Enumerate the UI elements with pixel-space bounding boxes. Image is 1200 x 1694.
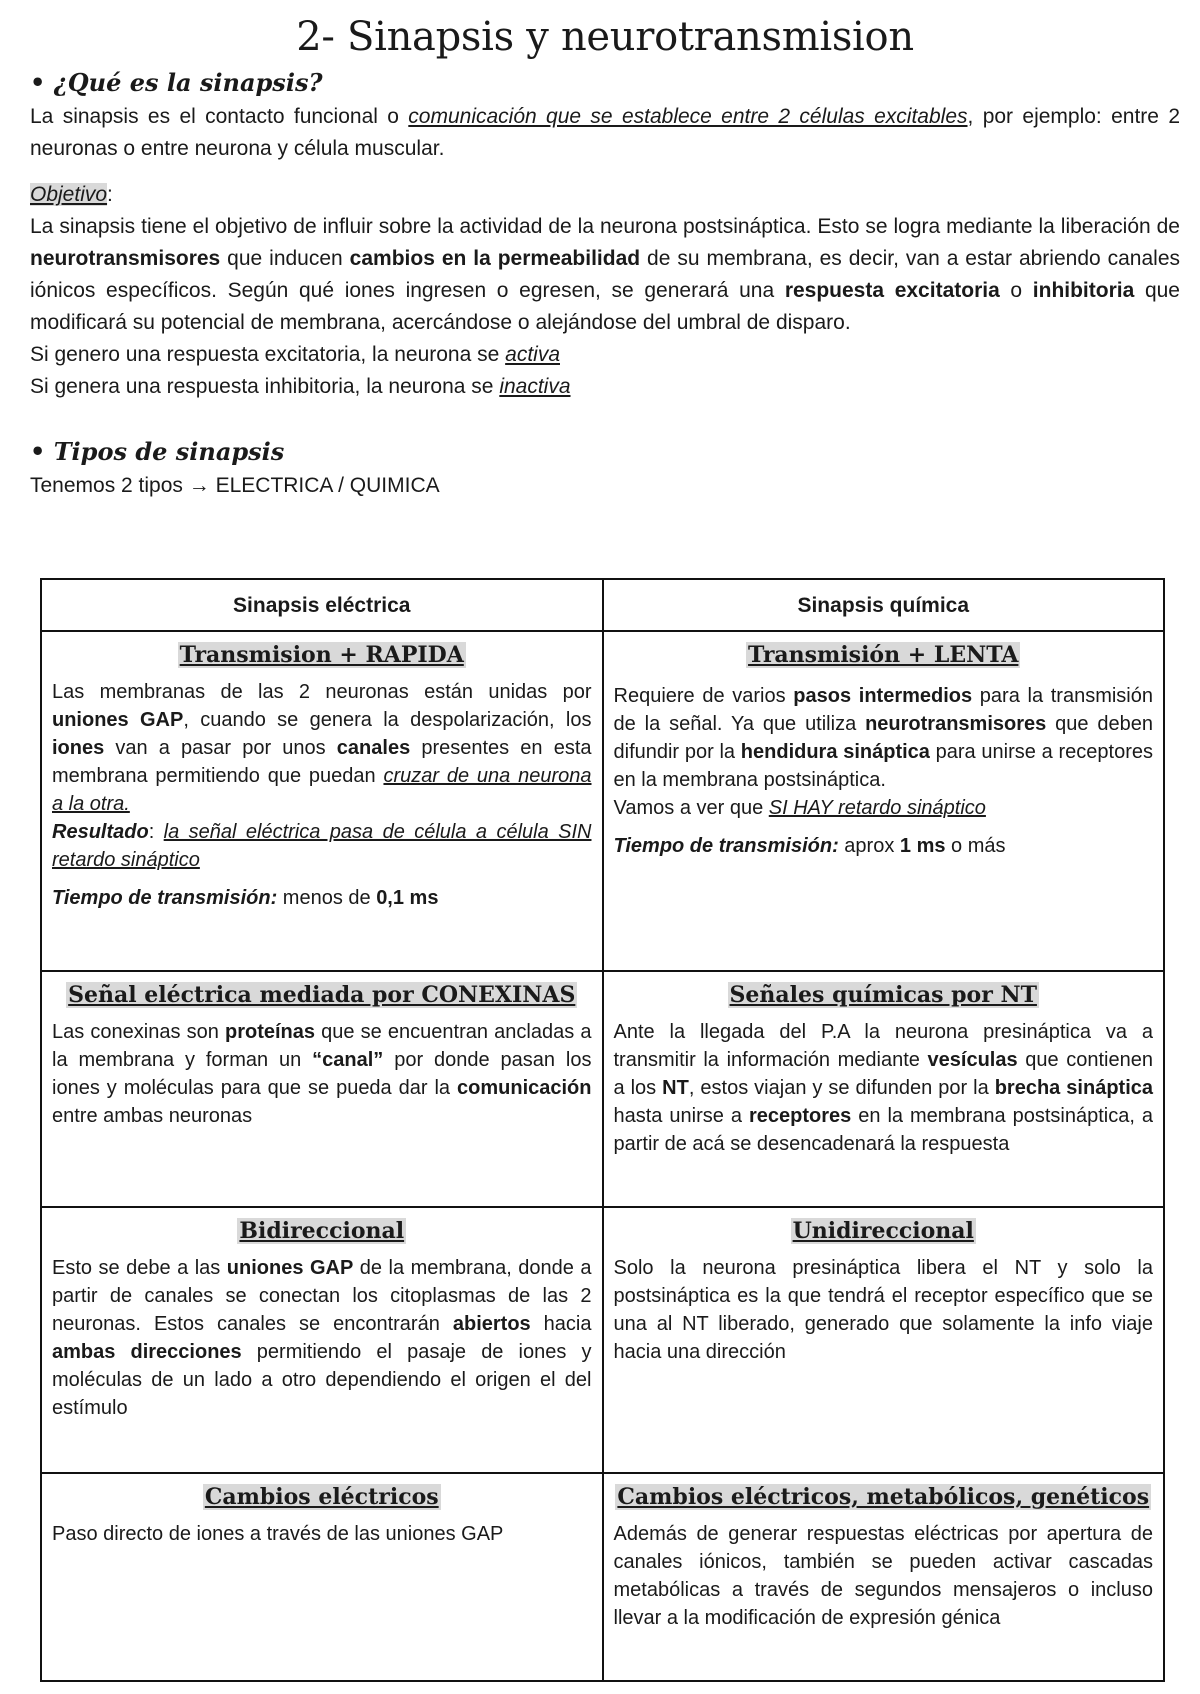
underlined-text: SI HAY retardo sináptico [768, 797, 986, 819]
bold-text: brecha sináptica [994, 1077, 1153, 1099]
cell-heading [614, 982, 1154, 1008]
text: , cuando se genera la despolarización, los [183, 709, 592, 731]
cell-text [614, 832, 1154, 860]
text: para unirse a receptores en la membrana postsináptica. [613, 741, 1153, 791]
text: Ante la llegada del P.A la neurona presináptica va a transmitir la información mediante [613, 1021, 1153, 1071]
cell-text: Solo la neurona presináptica libera el NT y solo la postsináptica es la que tendrá el receptor específico que se una al NT liberado, generado que solamente la info viaje hacia una dirección [613, 1257, 1153, 1363]
document-page [30, 0, 1180, 502]
cell-chemical-direction [603, 1207, 1165, 1473]
text: que inducen [220, 247, 350, 270]
text: Las membranas de las 2 neuronas están unidas por [52, 681, 592, 703]
cell-text [614, 682, 1154, 822]
bold-text: receptores [748, 1105, 852, 1127]
bold-text: uniones GAP [226, 1257, 354, 1279]
cell-heading-text: Cambios eléctricos, metabólicos, genéticos [617, 1484, 1150, 1510]
underlined-text: inactiva [499, 375, 571, 398]
bold-text: 1 ms [899, 835, 946, 857]
bold-text: pasos intermedios [793, 685, 973, 707]
text: de su membrana, es decir, van a estar abriendo canales iónicos específicos. Según qué iones ingresen o egresen, se generará una [30, 247, 1180, 302]
bold-text: Tiempo de transmisión: [613, 835, 839, 857]
bold-text: neurotransmisores [30, 247, 221, 270]
table-row [41, 1207, 1164, 1473]
bold-text: ambas direcciones [52, 1341, 242, 1363]
excitatory-line [30, 339, 1180, 371]
cell-electrical-direction [41, 1207, 603, 1473]
text: o más [945, 835, 1006, 857]
cell-electrical-speed [41, 631, 603, 971]
bold-text: NT [662, 1077, 689, 1099]
text: que se encuentran ancladas a la membrana y forman un [52, 1021, 592, 1071]
text: presentes en esta membrana permitiendo que puedan [52, 737, 592, 787]
cell-heading-text: Transmisión + LENTA [748, 642, 1019, 668]
bold-text: iones [52, 737, 105, 759]
underlined-text: cruzar de una neurona a la otra. [52, 765, 592, 815]
underlined-text: comunicación que se establece entre 2 células excitables [408, 105, 968, 128]
bold-text: respuesta excitatoria [784, 279, 1000, 302]
text: para la transmisión de la señal. Ya que utiliza [613, 685, 1153, 735]
text: Las conexinas son [52, 1021, 225, 1043]
bold-text: abiertos [452, 1313, 531, 1335]
table-header-row [41, 579, 1164, 631]
bold-text: Resultado [52, 821, 149, 843]
cell-heading [52, 642, 592, 668]
text: Requiere de varios [613, 685, 794, 707]
comparison-table [40, 578, 1165, 1682]
cell-chemical-changes [603, 1473, 1165, 1681]
bold-text: cambios en la permeabilidad [349, 247, 641, 270]
cell-electrical-changes [41, 1473, 603, 1681]
text: aprox [838, 835, 900, 857]
table-row [41, 1473, 1164, 1681]
cell-heading-text: Bidireccional [239, 1218, 405, 1244]
text: La sinapsis tiene el objetivo de influir sobre la actividad de la neurona postsináptica. Esto se logra mediante la liberación de [30, 215, 1180, 238]
cell-heading-text: Transmision + RAPIDA [179, 642, 464, 668]
cell-text [52, 1018, 592, 1130]
text: : [148, 821, 164, 843]
table-row [41, 631, 1164, 971]
cell-heading-text: Cambios eléctricos [204, 1484, 439, 1510]
cell-text [52, 1254, 592, 1422]
bold-text: vesículas [927, 1049, 1018, 1071]
definition-paragraph [30, 101, 1180, 165]
column-header-electrical: Sinapsis eléctrica [41, 579, 603, 631]
inhibitory-line [30, 371, 1180, 403]
text: permitiendo el pasaje de iones y moléculas de un lado a otro dependiendo el origen el del estímulo [52, 1341, 592, 1419]
text: entre ambas neuronas [52, 1105, 253, 1127]
bold-text: canales [336, 737, 411, 759]
cell-chemical-mechanism [603, 971, 1165, 1207]
bold-text: uniones GAP [52, 709, 184, 731]
text: de la membrana, donde a partir de canales se conectan los citoplasmas de las 2 neuronas. Estos canales se encontrarán [52, 1257, 592, 1335]
text: o [999, 279, 1033, 302]
bold-text: proteínas [224, 1021, 316, 1043]
text: hacia [530, 1313, 592, 1335]
cell-text [52, 678, 592, 874]
text: que modificará su potencial de membrana, acercándose o alejándose del umbral de disparo. [30, 279, 1180, 334]
cell-heading-text: Señal eléctrica mediada por CONEXINAS [68, 982, 576, 1008]
cell-electrical-mechanism [41, 971, 603, 1207]
text: hasta unirse a [613, 1105, 749, 1127]
section-heading-que-es: • ¿Qué es la sinapsis? [30, 68, 323, 97]
objective-paragraph [30, 211, 1180, 339]
bold-text: 0,1 ms [376, 887, 439, 909]
text: : [107, 183, 113, 206]
text: Vamos a ver que [613, 797, 769, 819]
text: , estos viajan y se difunden por la [688, 1077, 995, 1099]
objective-label: Objetivo [30, 183, 108, 206]
text: que deben difundir por la [613, 713, 1153, 763]
bold-text: “canal” [312, 1049, 384, 1071]
section-heading-tipos: • Tipos de sinapsis [30, 437, 285, 466]
bold-text: hendidura sináptica [740, 741, 930, 763]
bold-text: Tiempo de transmisión: [52, 887, 278, 909]
types-line: Tenemos 2 tipos → ELECTRICA / QUIMICA [30, 474, 440, 497]
cell-heading [614, 642, 1154, 668]
text: , por ejemplo: entre 2 neuronas o entre neurona y célula muscular. [30, 105, 1180, 160]
underlined-text: la señal eléctrica pasa de célula a célula SIN retardo sináptico [52, 821, 592, 871]
cell-text [52, 884, 592, 912]
cell-heading [52, 1218, 592, 1244]
cell-heading-text: Señales químicas por NT [729, 982, 1037, 1008]
bold-text: inhibitoria [1032, 279, 1135, 302]
text: van a pasar por unos [104, 737, 337, 759]
underlined-text: activa [505, 343, 560, 366]
column-header-chemical: Sinapsis química [603, 579, 1165, 631]
text: La sinapsis es el contacto funcional o [30, 105, 409, 128]
text: menos de [277, 887, 377, 909]
text: por donde pasan los iones y moléculas para que se pueda dar la [52, 1049, 592, 1099]
objective-label-line [30, 179, 1180, 211]
cell-text [614, 1018, 1154, 1158]
text: Esto se debe a las [52, 1257, 227, 1279]
cell-chemical-speed [603, 631, 1165, 971]
page-title: 2- Sinapsis y neurotransmision [296, 14, 914, 60]
cell-heading [52, 1484, 592, 1510]
cell-text: Además de generar respuestas eléctricas por apertura de canales iónicos, también se pueden activar cascadas metabólicas a través de segundos mensajeros o incluso llevar a la modificación de expresión génica [613, 1523, 1153, 1629]
text: Si genero una respuesta excitatoria, la neurona se [30, 343, 506, 366]
text: Si genera una respuesta inhibitoria, la neurona se [30, 375, 500, 398]
cell-heading-text: Unidireccional [792, 1218, 974, 1244]
cell-heading [614, 1218, 1154, 1244]
text: en la membrana postsináptica, a partir de acá se desencadenará la respuesta [613, 1105, 1153, 1155]
text: que contienen a los [613, 1049, 1153, 1099]
bold-text: neurotransmisores [865, 713, 1047, 735]
cell-heading [52, 982, 592, 1008]
table-row [41, 971, 1164, 1207]
cell-heading [614, 1484, 1154, 1510]
cell-text: Paso directo de iones a través de las uniones GAP [52, 1523, 504, 1545]
bold-text: comunicación [457, 1077, 592, 1099]
